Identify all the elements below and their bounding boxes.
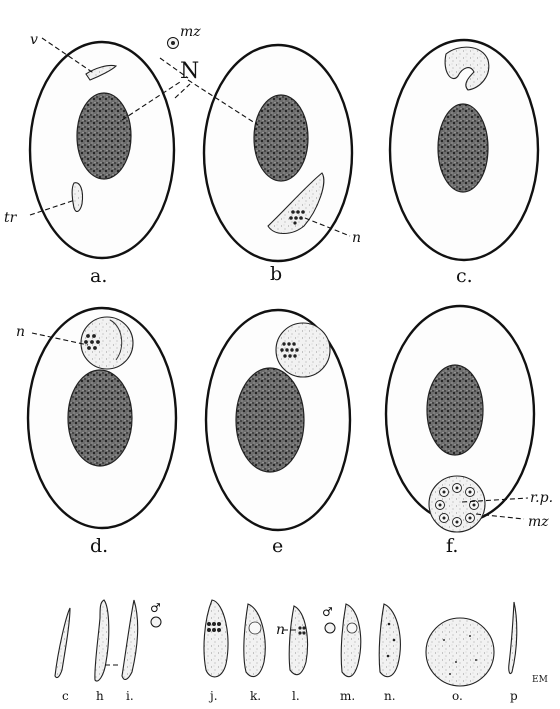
form-m: [341, 604, 360, 677]
label-form-j: j.: [210, 689, 218, 703]
form-n: [379, 604, 400, 677]
label-panel-e: e: [272, 535, 284, 557]
panel-c: [390, 40, 538, 260]
male-symbol-icon: ♂: [322, 605, 333, 619]
label-panel-c: c.: [456, 265, 473, 287]
label-form-k: k.: [250, 689, 262, 703]
form-l: [289, 606, 307, 675]
label-form-p: p: [510, 689, 518, 703]
label-form-g: c: [62, 689, 69, 703]
annotation-N: N: [180, 59, 200, 84]
form-g: [55, 608, 70, 678]
label-panel-b: b: [270, 263, 283, 285]
annotation-n-b: n: [352, 230, 362, 246]
label-form-l: l.: [292, 689, 300, 703]
label-form-m: m.: [340, 689, 356, 703]
annotation-v: v: [30, 32, 38, 48]
label-form-o: o.: [452, 689, 463, 703]
nucleus-c: [438, 104, 488, 192]
form-h: [95, 600, 109, 681]
form-o: [426, 618, 494, 686]
panel-d: [28, 308, 176, 528]
panel-f: [386, 306, 534, 532]
label-panel-d: d.: [90, 535, 109, 557]
nucleus-e: [236, 368, 304, 472]
nucleus-a: [77, 93, 131, 179]
label-form-i: i.: [126, 689, 134, 703]
nucleus-b: [254, 95, 308, 181]
annotation-mz: mz: [180, 24, 201, 40]
annotation-rp: r.p.: [530, 490, 554, 506]
form-j: [204, 600, 228, 677]
panel-a: [30, 38, 190, 258]
parasite-tr: [72, 183, 82, 212]
artist-signature: EM: [532, 675, 548, 685]
panel-e: [206, 310, 350, 530]
label-panel-a: a.: [90, 265, 108, 287]
panel-b: [188, 45, 352, 261]
male-symbol-icon: ♂: [150, 601, 161, 615]
bottom-row-forms: [55, 600, 517, 686]
label-panel-f: f.: [446, 535, 459, 557]
annotation-mz-f: mz: [528, 514, 549, 530]
form-i: [122, 600, 138, 679]
label-form-n: n.: [384, 689, 396, 703]
form-p: [509, 602, 517, 674]
nucleus-f: [427, 365, 483, 455]
annotation-tr: tr: [4, 210, 17, 226]
form-k: [244, 604, 265, 677]
annotation-n-d: n: [16, 324, 26, 340]
nucleus-d: [68, 370, 132, 466]
label-form-h: h: [96, 689, 104, 703]
annotation-n-l: n: [276, 622, 286, 638]
microgamete-mz: [168, 38, 179, 49]
parasite-e: [276, 323, 330, 377]
parasite-d: [81, 317, 133, 369]
